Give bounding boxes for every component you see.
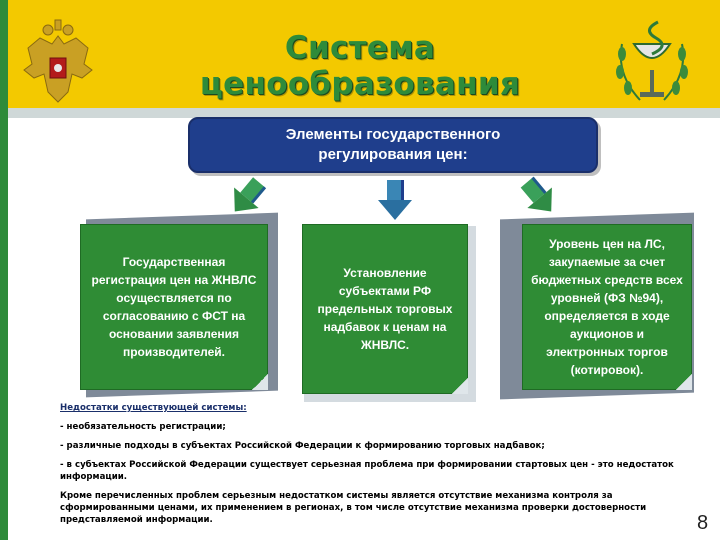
down-arrow-icon — [372, 178, 418, 224]
regulation-header-label: Элементы государственного регулирования цен: — [285, 126, 501, 163]
card-trade-markup-text: Установление субъектами РФ предельных торговых надбавок к ценам на ЖНВЛС. — [317, 266, 453, 352]
card-price-registration — [80, 224, 268, 390]
card-trade-markup — [302, 224, 468, 394]
page-fold — [676, 374, 692, 390]
shortcomings-notes — [60, 402, 678, 533]
regulation-header — [188, 117, 598, 173]
note-item: - различные подходы в субъектах Российской Федерации к формированию торговых надбавок; — [60, 441, 545, 451]
left-accent-bar — [0, 0, 8, 540]
notes-title: Недостатки существующей системы: — [60, 403, 247, 413]
down-right-arrow-icon — [516, 174, 562, 220]
page-fold — [252, 374, 268, 390]
page-number: 8 — [697, 512, 709, 534]
page-fold — [452, 378, 468, 394]
pharmacy-bowl-snake-icon — [612, 14, 692, 110]
card-price-registration-text: Государственная регистрация цен на ЖНВЛС осуществляется по согласованию с ФСТ на основании заявления производителей. — [91, 255, 257, 359]
note-item: - в субъектах Российской Федерации существует серьезная проблема при формировании стартовых цен - это недостаток информации. — [60, 460, 674, 482]
note-conclusion: Кроме перечисленных проблем серьезным недостатком системы является отсутствие механизма контроля за сформированными ценами, их применением в регионах, в том числе отсутствие механизма проверки достоверности представляемой информации. — [60, 491, 647, 525]
russian-coat-of-arms-icon — [18, 18, 98, 110]
card-budget-procurement — [522, 224, 692, 390]
card-budget-procurement-text: Уровень цен на ЛС, закупаемые за счет бюджетных средств всех уровней (ФЗ №94), определяется в ходе аукционов и электронных торгов (котировок). — [531, 237, 683, 377]
slide-title: Система ценообразования — [199, 30, 521, 102]
note-item: - необязательность регистрации; — [60, 422, 226, 432]
